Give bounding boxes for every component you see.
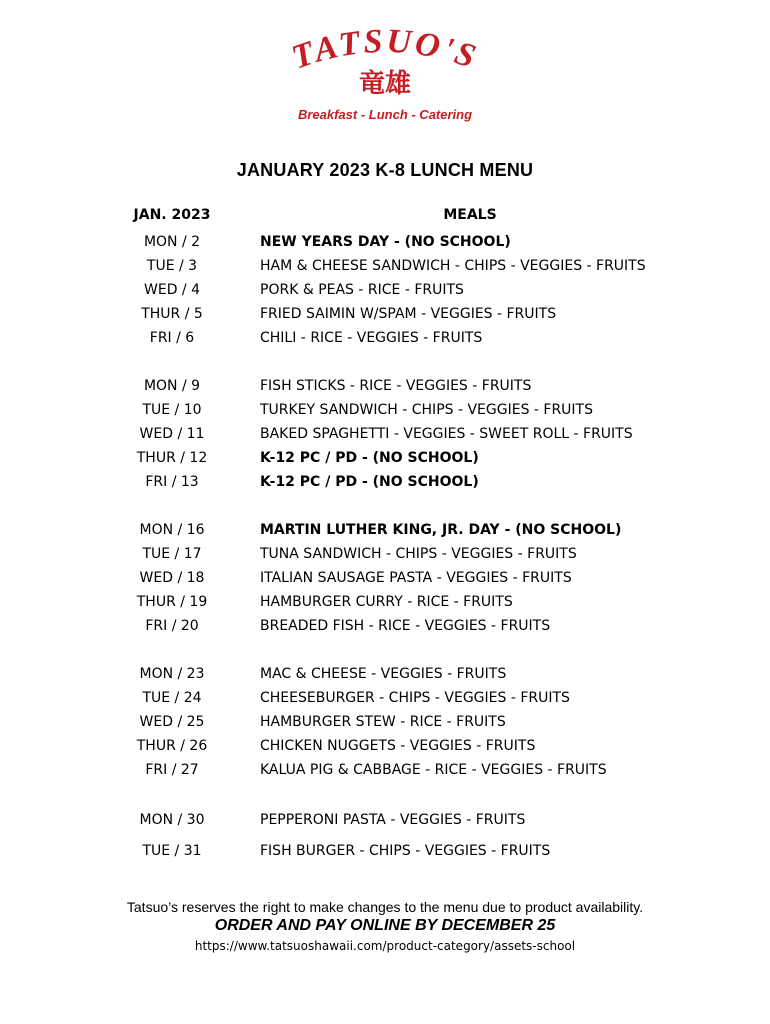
menu-meal: MAC & CHEESE - VEGGIES - FRUITS <box>260 666 507 682</box>
menu-meal: FISH BURGER - CHIPS - VEGGIES - FRUITS <box>260 843 551 859</box>
menu-day: TUE / 3 <box>146 258 198 274</box>
menu-meal: BREADED FISH - RICE - VEGGIES - FRUITS <box>260 618 551 634</box>
menu-day: MON / 2 <box>143 234 201 250</box>
menu-day: THUR / 5 <box>141 306 203 322</box>
menu-day: THUR / 19 <box>136 594 208 610</box>
menu-day: THUR / 12 <box>136 450 208 466</box>
menu-day: WED / 11 <box>139 426 205 442</box>
menu-meal: CHICKEN NUGGETS - VEGGIES - FRUITS <box>260 738 536 754</box>
menu-day: TUE / 24 <box>142 690 202 706</box>
logo-tagline: Breakfast - Lunch - Catering <box>297 107 473 122</box>
menu-meal: MARTIN LUTHER KING, JR. DAY - (NO SCHOOL) <box>260 522 622 538</box>
menu-day: MON / 23 <box>139 666 205 682</box>
menu-meal: TURKEY SANDWICH - CHIPS - VEGGIES - FRUITS <box>260 402 593 418</box>
menu-meal: K-12 PC / PD - (NO SCHOOL) <box>260 450 479 466</box>
menu-meal: BAKED SPAGHETTI - VEGGIES - SWEET ROLL - FRUITS <box>260 426 633 442</box>
menu-day: TUE / 10 <box>142 402 202 418</box>
menu-day: FRI / 27 <box>145 762 199 778</box>
date-column-header: JAN. 2023 <box>133 207 211 223</box>
meals-column-header: MEALS <box>443 207 497 223</box>
disclaimer-text: Tatsuo’s reserves the right to make changes to the menu due to product availability. <box>126 899 644 915</box>
menu-meal: HAMBURGER CURRY - RICE - FRUITS <box>260 594 513 610</box>
menu-meal: ITALIAN SAUSAGE PASTA - VEGGIES - FRUITS <box>260 570 572 586</box>
menu-day: FRI / 13 <box>145 474 199 490</box>
menu-day: TUE / 17 <box>142 546 202 562</box>
menu-meal: KALUA PIG & CABBAGE - RICE - VEGGIES - FRUITS <box>260 762 607 778</box>
menu-meal: PORK & PEAS - RICE - FRUITS <box>260 282 464 298</box>
menu-day: THUR / 26 <box>136 738 208 754</box>
menu-meal: PEPPERONI PASTA - VEGGIES - FRUITS <box>260 812 526 828</box>
logo-graphic <box>270 28 500 128</box>
menu-day: WED / 4 <box>144 282 200 298</box>
menu-meal: HAMBURGER STEW - RICE - FRUITS <box>260 714 506 730</box>
order-url: https://www.tatsuoshawaii.com/product-category/assets-school <box>194 939 576 953</box>
logo-kanji: 竜雄 <box>358 69 412 99</box>
menu-day: FRI / 6 <box>149 330 195 346</box>
tatsuos-logo <box>0 28 770 128</box>
menu-day: WED / 18 <box>139 570 205 586</box>
order-notice: ORDER AND PAY ONLINE BY DECEMBER 25 <box>214 917 556 934</box>
menu-meal: FISH STICKS - RICE - VEGGIES - FRUITS <box>260 378 532 394</box>
menu-meal: CHILI - RICE - VEGGIES - FRUITS <box>260 330 483 346</box>
page-title: JANUARY 2023 K-8 LUNCH MENU <box>236 160 534 180</box>
menu-day: MON / 16 <box>139 522 205 538</box>
menu-day: MON / 30 <box>139 812 205 828</box>
menu-meal: HAM & CHEESE SANDWICH - CHIPS - VEGGIES - FRUITS <box>260 258 646 274</box>
menu-meal: NEW YEARS DAY - (NO SCHOOL) <box>260 234 511 250</box>
menu-day: MON / 9 <box>143 378 201 394</box>
logo-brand: TATSUO'S <box>287 28 483 77</box>
menu-meal: K-12 PC / PD - (NO SCHOOL) <box>260 474 479 490</box>
menu-day: WED / 25 <box>139 714 205 730</box>
menu-meal: FRIED SAIMIN W/SPAM - VEGGIES - FRUITS <box>260 306 557 322</box>
menu-day: FRI / 20 <box>145 618 199 634</box>
menu-meal: TUNA SANDWICH - CHIPS - VEGGIES - FRUITS <box>260 546 577 562</box>
menu-day: TUE / 31 <box>142 843 202 859</box>
menu-meal: CHEESEBURGER - CHIPS - VEGGIES - FRUITS <box>260 690 570 706</box>
